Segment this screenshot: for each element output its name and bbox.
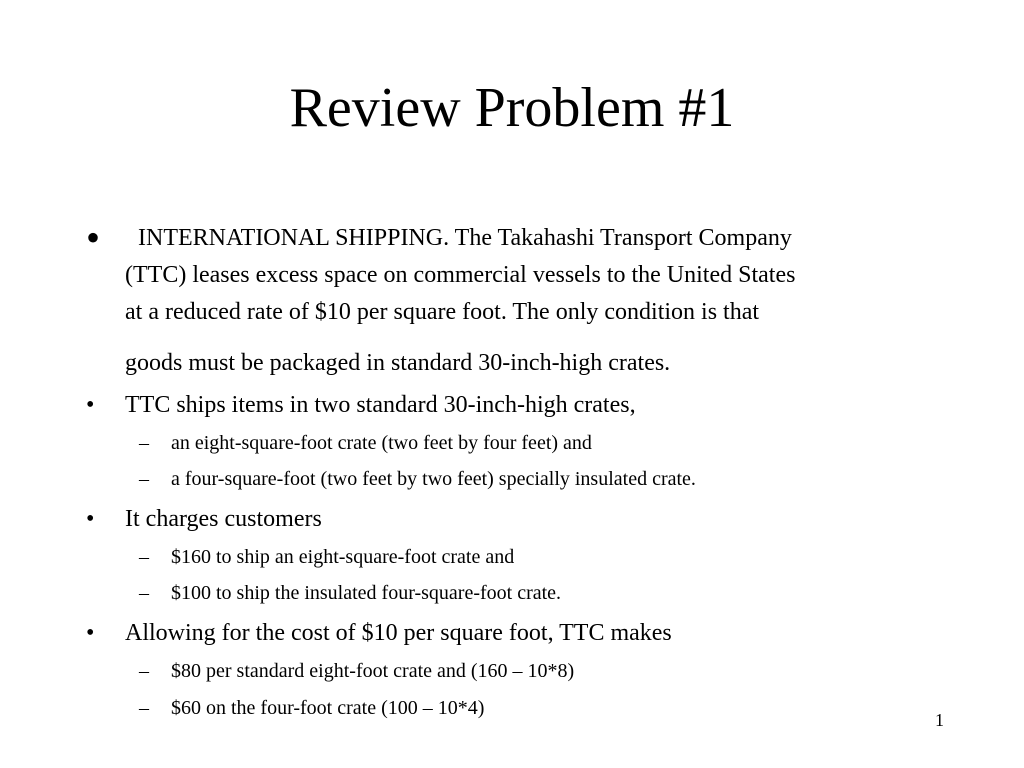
intro-line: INTERNATIONAL SHIPPING. The Takahashi Transport Company (138, 225, 792, 251)
dash-marker: – (139, 697, 149, 719)
sub-bullet-text: $100 to ship the insulated four-square-foot crate. (171, 582, 562, 604)
dash-marker: – (139, 468, 149, 490)
intro-line: (TTC) leases excess space on commercial vessels to the United States (125, 262, 796, 288)
sub-bullet-text: a four-square-foot (two feet by two feet) specially insulated crate. (171, 468, 696, 490)
bullet-text: TTC ships items in two standard 30-inch-high crates, (125, 392, 636, 418)
slide-number: 1 (935, 710, 944, 730)
bullet-marker: • (86, 215, 101, 260)
bullet-text: It charges customers (125, 506, 322, 532)
bullet-marker: • (86, 506, 95, 532)
sub-bullet-text: $80 per standard eight-foot crate and (160 – 10*8) (171, 660, 575, 682)
dash-marker: – (139, 582, 149, 604)
dash-marker: – (139, 660, 149, 682)
sub-bullet-text: an eight-square-foot crate (two feet by four feet) and (171, 432, 592, 454)
bullet-text: Allowing for the cost of $10 per square foot, TTC makes (125, 620, 672, 646)
dash-marker: – (139, 432, 149, 454)
bullet-marker: • (86, 620, 95, 646)
bullet-marker: • (86, 392, 95, 418)
dash-marker: – (139, 546, 149, 568)
sub-bullet-text: $160 to ship an eight-square-foot crate and (171, 546, 515, 568)
intro-line: goods must be packaged in standard 30-inch-high crates. (125, 350, 671, 376)
slide-title: Review Problem #1 (289, 77, 735, 139)
intro-line: at a reduced rate of $10 per square foot. The only condition is that (125, 299, 760, 325)
intro-paragraph (125, 220, 945, 382)
sub-bullet-text: $60 on the four-foot crate (100 – 10*4) (171, 697, 485, 719)
